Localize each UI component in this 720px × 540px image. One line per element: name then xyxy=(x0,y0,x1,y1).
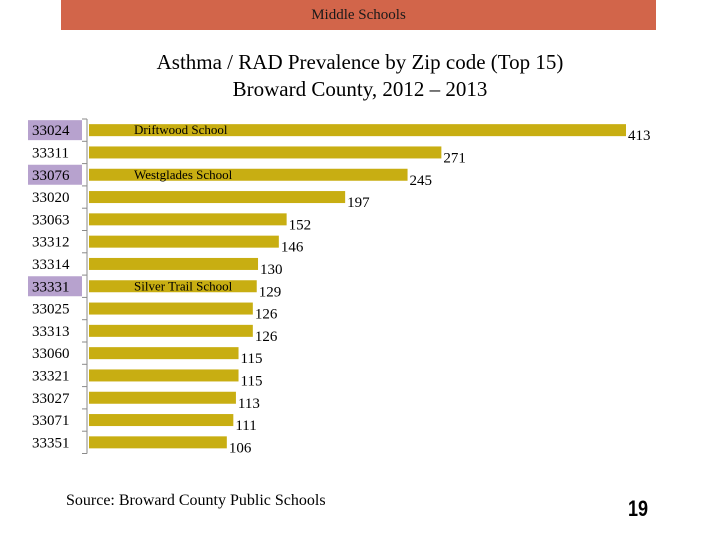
data-label: 271 xyxy=(443,150,466,167)
bar xyxy=(89,392,236,404)
data-label: 113 xyxy=(237,395,260,412)
bar xyxy=(89,369,239,381)
data-label: 413 xyxy=(628,128,651,145)
category-label: 33025 xyxy=(32,301,70,318)
bar xyxy=(89,146,441,158)
data-label: 152 xyxy=(288,217,312,234)
category-label: 33024 xyxy=(32,123,70,140)
category-label: 33312 xyxy=(32,234,70,251)
category-label: 33020 xyxy=(32,190,70,207)
category-label: 33060 xyxy=(32,346,70,363)
bar xyxy=(89,236,279,248)
chart-title-line-2: Broward County, 2012 – 2013 xyxy=(232,77,488,101)
data-label: 130 xyxy=(260,261,283,278)
source-note: Source: Broward County Public Schools xyxy=(66,492,326,509)
bar xyxy=(89,414,233,426)
data-label: 126 xyxy=(254,306,278,323)
bar xyxy=(89,258,258,270)
category-label: 33071 xyxy=(32,413,70,430)
category-label: 33313 xyxy=(32,323,70,340)
category-label: 33027 xyxy=(32,390,70,407)
category-label: 33063 xyxy=(32,212,70,229)
data-label: 197 xyxy=(347,195,370,212)
data-label: 146 xyxy=(280,239,304,256)
category-label: 33076 xyxy=(32,167,70,184)
header-text: Middle Schools xyxy=(311,7,406,23)
bar xyxy=(89,436,227,448)
data-label: 111 xyxy=(235,418,257,435)
bar xyxy=(89,213,287,225)
data-label: 115 xyxy=(240,373,263,390)
category-label: 33331 xyxy=(32,279,70,296)
school-annotation: Silver Trail School xyxy=(134,278,233,294)
school-annotation: Westglades School xyxy=(134,166,233,182)
bar xyxy=(89,347,239,359)
category-label: 33311 xyxy=(32,145,69,162)
page-number: 19 xyxy=(628,496,649,521)
data-label: 106 xyxy=(228,440,252,457)
data-label: 126 xyxy=(254,328,278,345)
chart-title-line-1: Asthma / RAD Prevalence by Zip code (Top 15) xyxy=(156,50,564,74)
data-label: 115 xyxy=(240,351,263,368)
bar xyxy=(89,191,345,203)
category-label: 33321 xyxy=(32,368,70,385)
bar xyxy=(89,325,253,337)
data-label: 129 xyxy=(258,284,282,301)
data-label: 245 xyxy=(409,172,433,189)
bar xyxy=(89,303,253,315)
category-label: 33314 xyxy=(32,256,70,273)
school-annotation: Driftwood School xyxy=(134,122,228,138)
category-label: 33351 xyxy=(32,435,70,452)
